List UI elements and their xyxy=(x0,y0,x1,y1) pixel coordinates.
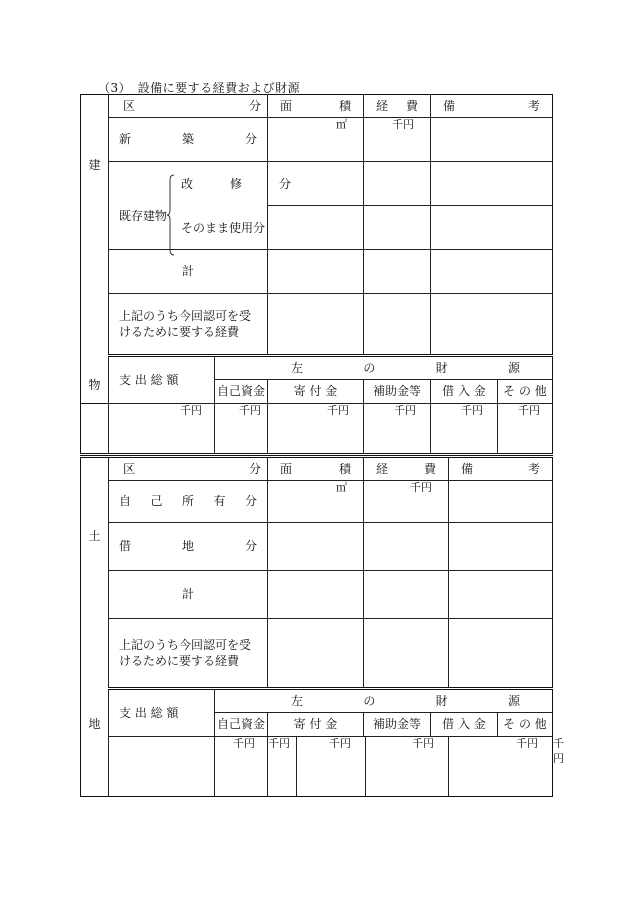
building-table: 建 物 区 分 面 積 経 費 備 考 新 築 分 ㎡ 千円 既存建物 改 修 分 そのまま使用分 計 上記のうち今回認可を受けるために要する経費 支 出 総 額 左 の 財 源 自己資金 寄 付 金 補助金等 借 入 金 そ の 他 千円 千円 千円 千円 千円 千円 xyxy=(80,94,553,454)
row-kaishu: 改 修 分 xyxy=(181,177,291,191)
row-jiko: 自 己 所 有 分 xyxy=(109,481,268,523)
row-sonomama: そのまま使用分 xyxy=(181,221,266,235)
land-side-label: 土 地 xyxy=(81,457,109,797)
row-kizon: 既存建物 改 修 分 そのまま使用分 xyxy=(109,162,268,250)
land-row-kei: 計 xyxy=(109,571,268,619)
row-kei: 計 xyxy=(109,250,268,294)
land-row-jouki: 上記のうち今回認可を受けるために要する経費 xyxy=(109,619,268,689)
col-hojo: 補助金等 xyxy=(364,380,431,404)
brace-icon xyxy=(167,174,175,256)
row-shinchiku: 新 築 分 xyxy=(109,118,268,162)
header-biko: 備 考 xyxy=(431,95,553,118)
total-label: 支 出 総 額 xyxy=(109,356,215,404)
building-side-label: 建 物 xyxy=(81,95,109,404)
cost-unit: 千円 xyxy=(364,118,431,162)
area-unit: ㎡ xyxy=(268,118,364,162)
section-title: （3） 設備に要する経費および財源 xyxy=(98,81,301,95)
land-header-biko: 備 考 xyxy=(449,457,553,481)
col-jiko: 自己資金 xyxy=(215,380,268,404)
biko-cell xyxy=(431,118,553,162)
land-table: 土 地 区 分 面 積 経 費 備 考 自 己 所 有 分 ㎡ 千円 借 地 分 計 上記のうち今回認可を受けるために要する経費 支 出 総 額 左 の 財 源 自己資金 寄 付 金 補助金等 借 入 金 そ の 他 千円 千円 千円 千円 千円 千円 xyxy=(80,455,553,797)
header-menseki: 面 積 xyxy=(268,95,364,118)
land-header-kubun: 区 分 xyxy=(109,457,268,481)
header-kubun: 区 分 xyxy=(109,95,268,118)
row-jouki: 上記のうち今回認可を受けるために要する経費 xyxy=(109,294,268,356)
land-header-keihi: 経 費 xyxy=(364,457,449,481)
source-label: 左 の 財 源 xyxy=(215,356,553,380)
col-kariire: 借 入 金 xyxy=(431,380,498,404)
row-shakuchi: 借 地 分 xyxy=(109,523,268,571)
col-sonota: そ の 他 xyxy=(498,380,553,404)
col-kifu: 寄 付 金 xyxy=(268,380,364,404)
land-source-label: 左 の 財 源 xyxy=(215,689,553,713)
land-header-menseki: 面 積 xyxy=(268,457,364,481)
land-total-label: 支 出 総 額 xyxy=(109,689,215,737)
header-keihi: 経 費 xyxy=(364,95,431,118)
